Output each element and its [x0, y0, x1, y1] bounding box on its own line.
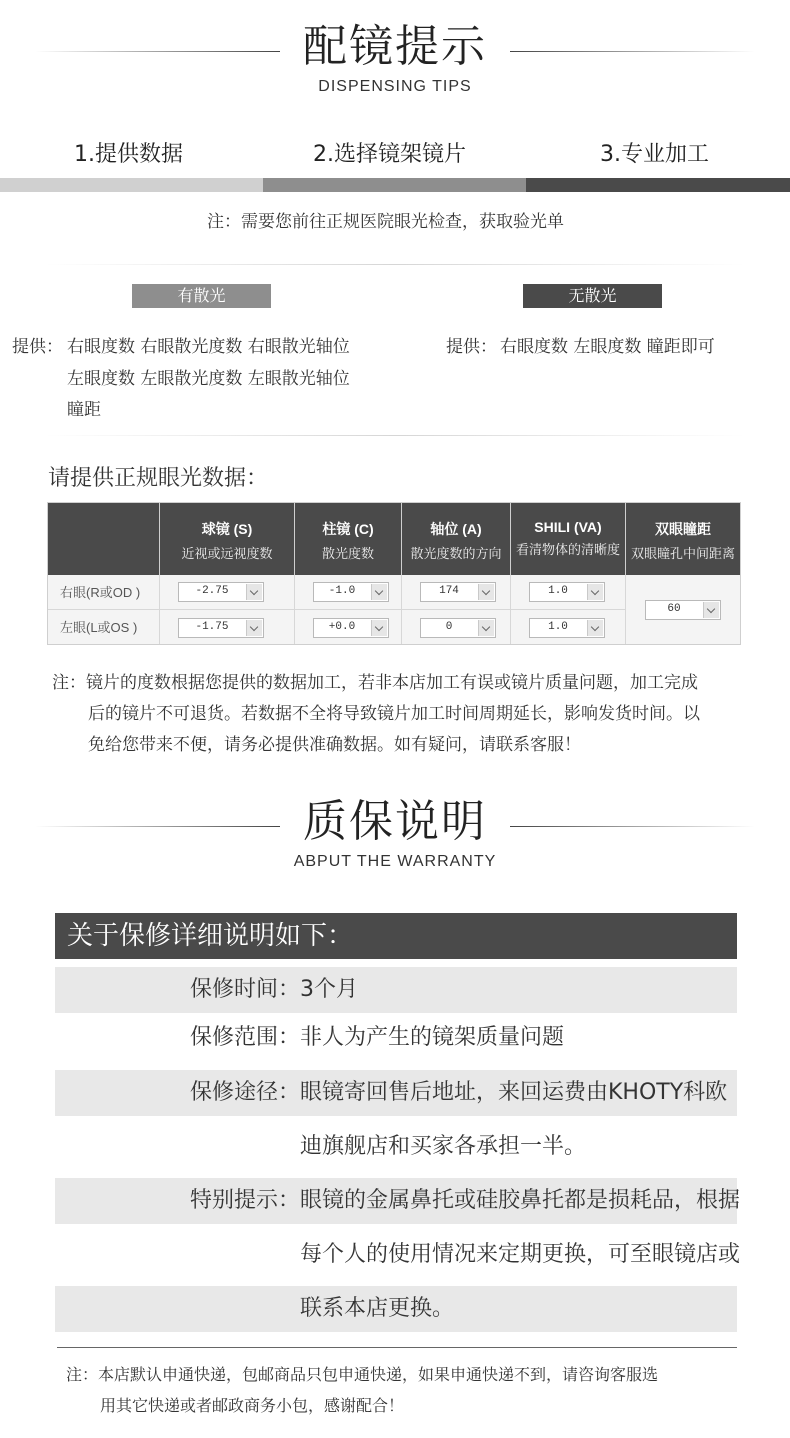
- left-sphere-select[interactable]: [178, 618, 264, 638]
- left-cyl-cell: [295, 610, 402, 644]
- warranty-row: [55, 1232, 741, 1278]
- warranty-row: [55, 1124, 737, 1170]
- rx-title: 请提供正规眼光数据：: [48, 466, 269, 491]
- right-cylinder-select[interactable]: [313, 582, 389, 602]
- header-pd-desc: 双眼瞳孔中间距离: [630, 547, 735, 562]
- chevron-down-icon: [478, 620, 494, 636]
- right-va-value: 1.0: [548, 585, 568, 597]
- section-subtitle: ABPUT THE WARRANTY: [293, 853, 497, 870]
- left-va-select[interactable]: [529, 618, 605, 638]
- header-sphere: [160, 503, 295, 575]
- left-axis-cell: [402, 610, 511, 644]
- right-va-select[interactable]: [529, 582, 605, 602]
- warranty-key: 保修时间：: [189, 977, 300, 1002]
- header-axis-title: 轴位 (A): [430, 521, 482, 537]
- left-cylinder-select[interactable]: [313, 618, 389, 638]
- table-row-left-eye: [48, 610, 160, 644]
- step-2-label: 2.选择镜架镜片: [313, 142, 466, 167]
- warranty-row: [55, 1286, 737, 1332]
- rx-note-line-3: 免给您带来不便，请务必提供准确数据。如有疑问，请联系客服！: [88, 735, 581, 755]
- left-axis-select[interactable]: [420, 618, 496, 638]
- header-va-desc: 看清物体的清晰度: [515, 543, 620, 558]
- chevron-down-icon: [478, 584, 494, 600]
- step-3-label: 3.专业加工: [600, 142, 709, 167]
- header-cylinder: [295, 503, 402, 575]
- section-header-warranty: [0, 775, 790, 870]
- header-pd: [626, 503, 740, 575]
- warranty-row: [55, 1070, 737, 1116]
- warranty-heading: 关于保修详细说明如下：: [55, 913, 737, 959]
- chevron-down-icon: [246, 584, 262, 600]
- header-va: [511, 503, 626, 575]
- section-subtitle: DISPENSING TIPS: [318, 78, 472, 95]
- warranty-row: [55, 1015, 737, 1061]
- divider: [57, 1347, 737, 1348]
- header-corner: [48, 503, 160, 575]
- chevron-down-icon: [587, 584, 603, 600]
- divider: [45, 435, 745, 436]
- right-va-cell: [511, 575, 626, 610]
- left-axis-value: 0: [445, 621, 453, 633]
- with-astig-line-3: 瞳距: [67, 400, 101, 420]
- warranty-row: [55, 1178, 741, 1224]
- warranty-value: 迪旗舰店和买家各承担一半。: [300, 1134, 587, 1159]
- header-divider-right: [510, 51, 755, 52]
- header-sphere-title: 球镜 (S): [201, 521, 253, 537]
- warranty-value: 眼镜的金属鼻托或硅胶鼻托都是损耗品，根据: [300, 1188, 741, 1213]
- chevron-down-icon: [587, 620, 603, 636]
- right-eye-label: 右眼(R或OD ): [60, 585, 141, 600]
- right-axis-select[interactable]: [420, 582, 496, 602]
- warranty-value: 每个人的使用情况来定期更换，可至眼镜店或: [300, 1242, 741, 1267]
- warranty-key: 保修途径：: [189, 1080, 300, 1105]
- right-cyl-cell: [295, 575, 402, 610]
- header-sphere-desc: 近视或远视度数: [181, 547, 273, 562]
- section-header-dispensing: [0, 0, 790, 95]
- header-pd-title: 双眼瞳距: [655, 521, 711, 537]
- right-sphere-cell: [160, 575, 295, 610]
- pd-value: 60: [667, 603, 681, 615]
- right-sphere-value: -2.75: [195, 585, 229, 597]
- header-va-title: SHILI (VA): [534, 519, 602, 535]
- chevron-down-icon: [246, 620, 262, 636]
- shipping-note-line-1: 注：本店默认申通快递，包邮商品只包申通快递，如果申通快递不到，请咨询客服选: [66, 1365, 659, 1384]
- warranty-key: 保修范围：: [189, 1025, 300, 1050]
- warranty-value: 3个月: [300, 977, 358, 1002]
- pd-cell: [626, 575, 740, 644]
- divider: [45, 264, 745, 265]
- header-cylinder-title: 柱镜 (C): [322, 521, 374, 537]
- exam-note: 注：需要您前往正规医院眼光检查，获取验光单: [207, 212, 564, 232]
- right-axis-value: 174: [439, 585, 459, 597]
- with-astig-provide-label: 提供：: [12, 337, 63, 357]
- step-3-bar: [526, 178, 790, 192]
- right-sphere-select[interactable]: [178, 582, 264, 602]
- left-cylinder-value: +0.0: [328, 621, 356, 633]
- rx-note-line-2: 后的镜片不可退货。若数据不全将导致镜片加工时间周期延长，影响发货时间。以: [88, 704, 700, 724]
- without-astig-provide-label: 提供：: [446, 337, 497, 357]
- header-axis-desc: 散光度数的方向: [410, 547, 502, 562]
- warranty-value: 联系本店更换。: [300, 1296, 455, 1321]
- prescription-table: [47, 502, 741, 645]
- left-sphere-value: -1.75: [195, 621, 229, 633]
- header-axis: [402, 503, 511, 575]
- left-va-value: 1.0: [548, 621, 568, 633]
- table-row-right-eye: [48, 575, 160, 610]
- header-divider-right: [510, 826, 755, 827]
- left-sphere-cell: [160, 610, 295, 644]
- left-eye-label: 左眼(L或OS ): [60, 620, 138, 635]
- step-2-bar: [263, 178, 526, 192]
- with-astig-line-1: 右眼度数 右眼散光度数 右眼散光轴位: [67, 337, 350, 357]
- chevron-down-icon: [371, 584, 387, 600]
- header-cylinder-desc: 散光度数: [321, 547, 374, 562]
- warranty-value: 眼镜寄回售后地址，来回运费由KHOTY科欧: [300, 1080, 728, 1105]
- section-title: 质保说明: [303, 796, 487, 847]
- left-va-cell: [511, 610, 626, 644]
- with-astig-line-2: 左眼度数 左眼散光度数 左眼散光轴位: [67, 369, 350, 389]
- pd-select[interactable]: [645, 600, 721, 620]
- step-1-bar: [0, 178, 263, 192]
- warranty-value: 非人为产生的镜架质量问题: [300, 1025, 565, 1050]
- step-1-label: 1.提供数据: [74, 142, 183, 167]
- with-astigmatism-tag: 有散光: [132, 284, 271, 308]
- rx-note-line-1: 注：镜片的度数根据您提供的数据加工，若非本店加工有误或镜片质量问题，加工完成: [52, 673, 698, 693]
- shipping-note-line-2: 用其它快递或者邮政商务小包，感谢配合！: [100, 1396, 405, 1415]
- without-astig-line-1: 右眼度数 左眼度数 瞳距即可: [500, 337, 715, 357]
- warranty-key: 特别提示：: [189, 1188, 300, 1213]
- right-cylinder-value: -1.0: [328, 585, 356, 597]
- warranty-row: [55, 967, 737, 1013]
- chevron-down-icon: [703, 602, 719, 618]
- section-title: 配镜提示: [303, 21, 487, 72]
- right-axis-cell: [402, 575, 511, 610]
- without-astigmatism-tag: 无散光: [523, 284, 662, 308]
- chevron-down-icon: [371, 620, 387, 636]
